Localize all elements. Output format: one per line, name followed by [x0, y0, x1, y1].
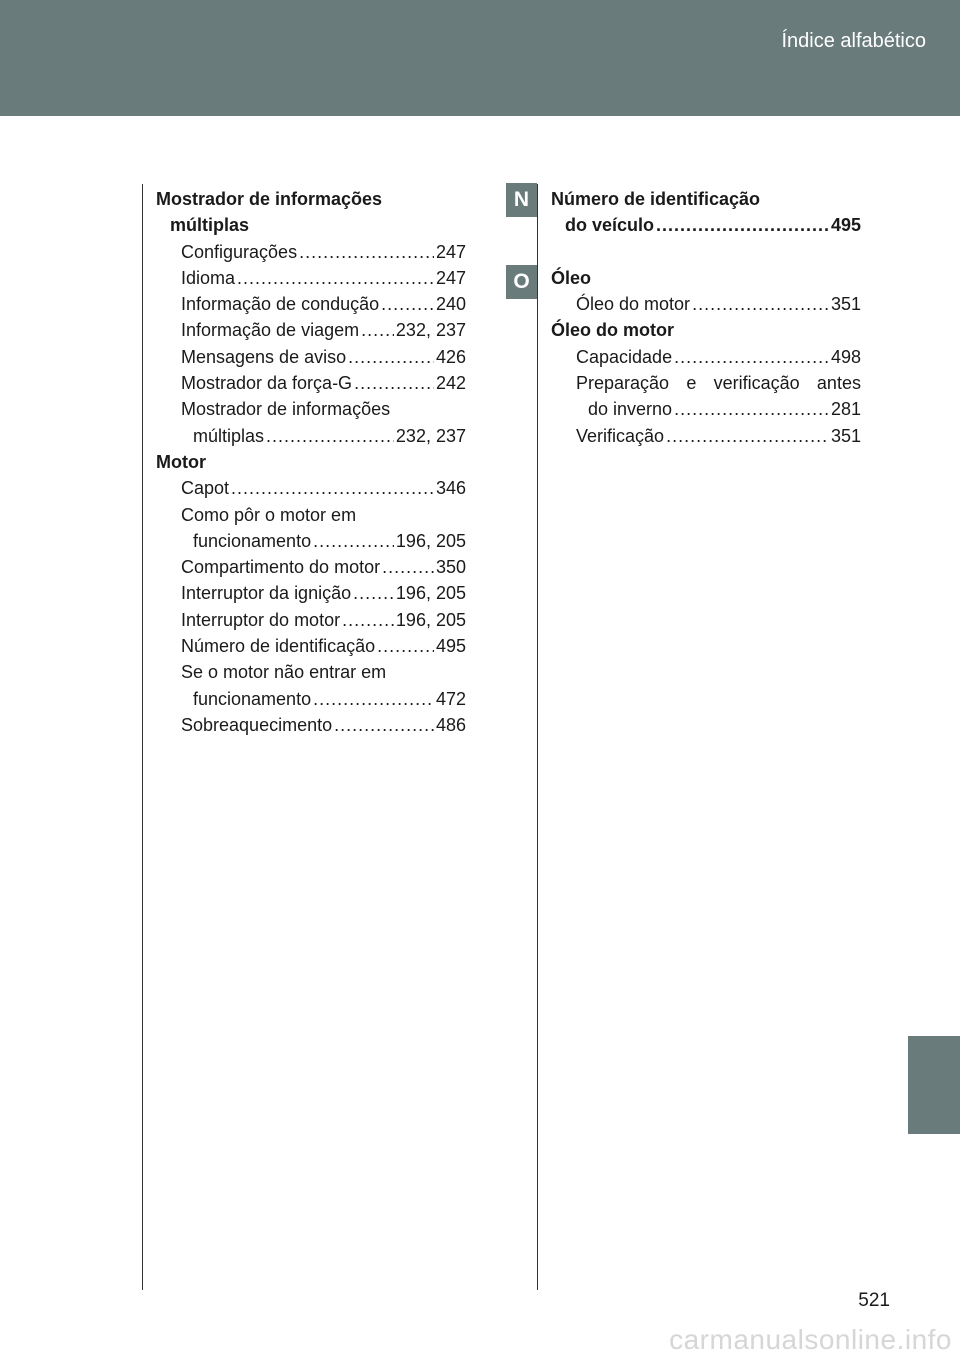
letter-tab-n: N: [506, 183, 537, 217]
index-heading-cont: do veículo ..... 495: [551, 212, 861, 238]
index-column-right: [551, 186, 861, 449]
index-heading: Motor: [156, 451, 206, 472]
index-entry-cont: do inverno ..... 281: [551, 396, 861, 422]
watermark: carmanualsonline.info: [669, 1324, 952, 1355]
index-entry: Mensagens de aviso ..... 426: [156, 344, 466, 370]
index-entry: Óleo do motor ..... 351: [551, 291, 861, 317]
index-entry: Mostrador da força-G ..... 242: [156, 370, 466, 396]
index-entry: Capacidade ..... 498: [551, 344, 861, 370]
index-heading: Óleo: [551, 267, 592, 288]
index-entry-line: Mostrador de informações: [181, 399, 391, 420]
index-heading: Número de identificação: [551, 189, 761, 209]
index-entry: Informação de condução ..... 240: [156, 291, 466, 317]
index-column-left: [156, 186, 466, 738]
index-entry-line: Como pôr o motor em: [181, 504, 357, 525]
index-entry-cont: múltiplas ..... 232, 237: [156, 423, 466, 449]
index-entry: Informação de viagem ..... 232, 237: [156, 317, 466, 343]
spacer: [551, 239, 861, 265]
index-heading: Mostrador de informações: [156, 189, 383, 209]
index-entry: Capot ..... 346: [156, 475, 466, 501]
index-entry-cont: funcionamento ..... 472: [156, 686, 466, 712]
header-bar: [0, 0, 960, 116]
index-entry: Interruptor do motor ..... 196, 205: [156, 607, 466, 633]
section-thumb-tab: [908, 1036, 960, 1134]
section-title: Índice alfabético: [781, 30, 926, 52]
index-heading-cont: múltiplas: [170, 215, 250, 236]
column-rule-center: [537, 184, 538, 1290]
page-number: 521: [858, 1290, 890, 1311]
letter-tab-o: O: [506, 265, 537, 299]
index-entry-line: Se o motor não entrar em: [181, 662, 387, 683]
index-entry-line: Preparação e verificação antes: [576, 373, 861, 394]
index-entry-cont: funcionamento ..... 196, 205: [156, 528, 466, 554]
index-entry: Número de identificação ..... 495: [156, 633, 466, 659]
column-rule-left: [142, 184, 143, 1290]
index-entry: Compartimento do motor ..... 350: [156, 554, 466, 580]
index-entry: Sobreaquecimento ..... 486: [156, 712, 466, 738]
index-entry: Verificação ..... 351: [551, 423, 861, 449]
index-entry: Idioma ..... 247: [156, 265, 466, 291]
index-entry: Configurações ..... 247: [156, 239, 466, 265]
index-heading: Óleo do motor: [551, 320, 674, 341]
index-entry: Interruptor da ignição ..... 196, 205: [156, 580, 466, 606]
